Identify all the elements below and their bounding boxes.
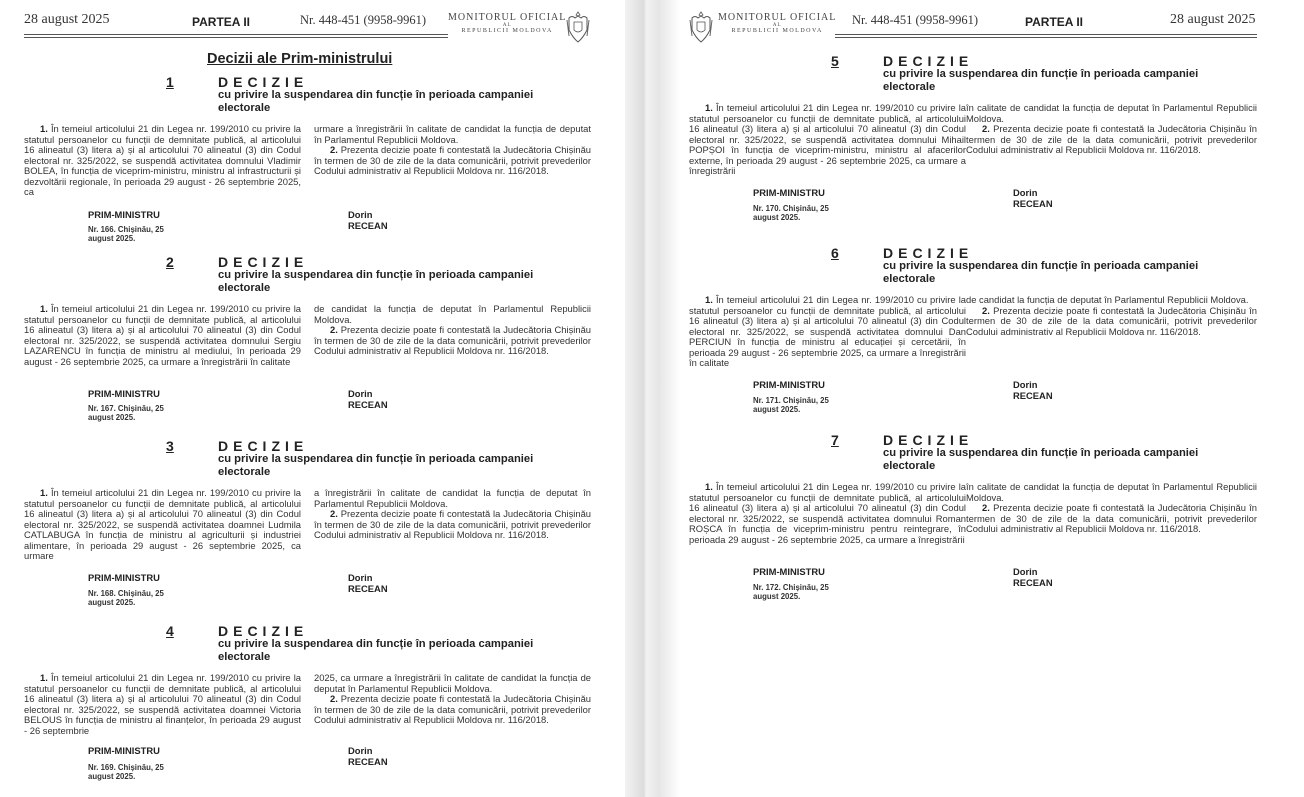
para-label: 1. [705, 481, 713, 492]
decision-col1 [689, 482, 966, 545]
decision-number: 1 [166, 74, 174, 90]
header-issue: Nr. 448-451 (9958-9961) [852, 13, 979, 27]
decision-keyword: DECIZIE [883, 53, 974, 69]
para1-cont: 2025, ca urmare a înregistrării în calitate de candidat la funcția de deputat în Parlamentul Republicii Moldova. [314, 672, 591, 694]
decision-number: 4 [166, 623, 174, 639]
para-label: 1. [40, 123, 48, 134]
para1-text: În temeiul articolului 21 din Legea nr. 199/2010 cu privire la statutul persoanelor cu funcții de demnitate publică, al articolului 16 alineatul (3) litera a) și al articolului 70 alineatul (3) din Codul electoral nr. 325/2022, se suspendă activitatea domnului Vladimir BOLEA, în funcția de viceprim-ministru, ministru al infrastructurii și dezvoltării regionale, în perioada 29 august - 26 septembrie 2025, ca [24, 123, 301, 197]
decision-ref: Nr. 168. Chișinău, 25 august 2025. [88, 589, 164, 607]
signer-title: PRIM-MINISTRU [753, 379, 825, 390]
signer-name: Dorin RECEAN [348, 388, 388, 410]
para-label: 2. [982, 502, 990, 513]
para2-text: Prezenta decizie poate fi contestată la Judecătoria Chișinău în termen de 30 de zile de la data comunicării, potrivit prevederilor Codului administrativ al Republicii Moldova nr. 116/2018. [314, 508, 591, 540]
decision-keyword: DECIZIE [218, 254, 309, 270]
publication-al: AL [772, 23, 782, 28]
para-label: 2. [982, 123, 990, 134]
signer-name: Dorin RECEAN [348, 572, 388, 594]
para-label: 1. [705, 294, 713, 305]
para1-text: În temeiul articolului 21 din Legea nr. 199/2010 cu privire la statutul persoanelor cu funcții de demnitate publică, al articolului 16 alineatul (3) litera a) și al articolului 70 alineatul (3) din Codul electoral nr. 325/2022, se suspendă activitatea domnului Sergiu LAZARENCU în funcția de ministru al mediului, în perioada 29 august - 26 septembrie 2025, ca urmare a înregistrării în calitate [24, 303, 301, 367]
para2-text: Prezenta decizie poate fi contestată la Judecătoria Chișinău în termen de 30 de zile de la data comunicării, potrivit prevederilor Codului administrativ al Republicii Moldova nr. 116/2018. [966, 123, 1258, 155]
decision-col2 [966, 482, 1257, 535]
para1-cont: de candidat la funcția de deputat în Parlamentul Republicii Moldova. [314, 303, 591, 325]
para-label: 2. [330, 508, 338, 519]
publication-line2: REPUBLICII MOLDOVA [461, 28, 553, 34]
decision-ref: Nr. 166. Chișinău, 25 august 2025. [88, 225, 164, 243]
publication-line1: MONITORUL OFICIAL [718, 12, 837, 23]
decision-number: 5 [831, 53, 839, 69]
left-header [0, 10, 610, 44]
para1-cont: urmare a înregistrării în calitate de candidat la funcția de deputat în Parlamentul Republicii Moldova. [314, 123, 591, 145]
para-label: 1. [705, 102, 713, 113]
para-label: 2. [982, 304, 990, 316]
decision-subtitle: cu privire la suspendarea din funcție în perioada campaniei electorale [883, 447, 1199, 472]
para1-text: În temeiul articolului 21 din Legea nr. 199/2010 cu privire la statutul persoanelor cu funcții de demnitate publică, al articolului 16 alineatul (3) litera a) și al articolului 70 alineatul (3) din Codul electoral nr. 325/2022, se suspendă activitatea doamnei Ludmila CATLABUGA în funcția de ministru al agriculturii și industriei alimentare, în perioada 29 august - 26 septembrie 2025, ca urmare [24, 487, 301, 561]
decision-col2 [314, 673, 591, 726]
para1-cont: de candidat la funcția de deputat în Parlamentul Republicii Moldova. [966, 294, 1249, 305]
decision-keyword: DECIZIE [883, 432, 974, 448]
para2-text: Prezenta decizie poate fi contestată la Judecătoria Chișinău în termen de 30 de zile de la data comunicării, potrivit prevederilor Codului administrativ al Republicii Moldova nr. 116/2018. [314, 693, 591, 725]
publication-line2: REPUBLICII MOLDOVA [731, 28, 823, 34]
decision-number: 3 [166, 438, 174, 454]
decision-col1 [24, 673, 301, 736]
coat-of-arms-icon [688, 10, 714, 44]
decision-subtitle: cu privire la suspendarea din funcție în perioada campaniei electorale [218, 89, 534, 114]
decision-ref: Nr. 170. Chișinău, 25 august 2025. [753, 204, 829, 222]
decision-keyword: DECIZIE [218, 74, 309, 90]
decision-subtitle: cu privire la suspendarea din funcție în perioada campaniei electorale [218, 638, 534, 663]
signer-title: PRIM-MINISTRU [753, 566, 825, 577]
publication-name [718, 12, 836, 34]
decision-number: 6 [831, 245, 839, 261]
header-issue: Nr. 448-451 (9958-9961) [300, 13, 427, 27]
para1-text: În temeiul articolului 21 din Legea nr. 199/2010 cu privire la statutul persoanelor cu funcții de demnitate publică, al articolului 16 alineatul (3) litera a) și al articolului 70 alineatul (3) din Codul electoral nr. 325/2022, se suspendă activitatea domnului Mihail POPȘOI în funcția de viceprim-ministru, ministru al afacerilor externe, în perioada 29 august - 26 septembrie 2025, ca urmare a înregistrării [689, 102, 966, 176]
right-header [665, 10, 1304, 44]
decision-ref: Nr. 171. Chișinău, 25 august 2025. [753, 396, 829, 414]
decision-ref: Nr. 169. Chișinău, 25 august 2025. [88, 763, 164, 781]
para-label: 1. [40, 303, 48, 314]
signer-title: PRIM-MINISTRU [88, 209, 160, 220]
decision-number: 7 [831, 432, 839, 448]
decision-col2 [966, 103, 1257, 156]
para2-text: Prezenta decizie poate fi contestată la Judecătoria Chișinău în termen de 30 de zile de la data comunicării, potrivit prevederilor Codului administrativ al Republicii Moldova nr. 116/2018. [966, 304, 1258, 337]
para-label: 1. [40, 672, 48, 683]
decision-col2 [314, 304, 591, 357]
para1-cont: în calitate de candidat la funcția de deputat în Parlamentul Republicii Moldova. [966, 102, 1257, 124]
decision-col2 [966, 295, 1257, 337]
para1-text: În temeiul articolului 21 din Legea nr. 199/2010 cu privire la statutul persoanelor cu funcții de demnitate publică, al articolului 16 alineatul (3) litera a) și al articolului 70 alineatul (3) din Codul electoral nr. 325/2022, se suspendă activitatea domnului Roman ROȘCA în funcția de viceprim-ministru pentru reintegrare, în perioada 29 august - 26 septembrie 2025, ca urmare a înregistrării [689, 481, 966, 545]
para-label: 2. [330, 144, 338, 155]
decision-subtitle: cu privire la suspendarea din funcție în perioada campaniei electorale [883, 260, 1199, 285]
signer-name: Dorin RECEAN [1013, 566, 1053, 588]
header-date: 28 august 2025 [1170, 12, 1256, 27]
coat-of-arms-icon [565, 10, 591, 44]
para-label: 2. [330, 324, 338, 335]
decision-ref: Nr. 167. Chișinău, 25 august 2025. [88, 404, 164, 422]
para1-cont: a înregistrării în calitate de candidat la funcția de deputat în Parlamentul Republicii Moldova. [314, 487, 591, 509]
decision-keyword: DECIZIE [883, 245, 974, 261]
decision-col1 [689, 295, 966, 369]
signer-name: Dorin RECEAN [1013, 379, 1053, 401]
decision-subtitle: cu privire la suspendarea din funcție în perioada campaniei electorale [218, 269, 534, 294]
header-part: PARTEA II [1025, 15, 1084, 29]
decision-ref: Nr. 172. Chișinău, 25 august 2025. [753, 583, 829, 601]
signer-title: PRIM-MINISTRU [88, 572, 160, 583]
signer-name: Dorin RECEAN [348, 209, 388, 231]
signer-title: PRIM-MINISTRU [88, 745, 160, 756]
publication-name [448, 12, 566, 34]
header-rule [835, 34, 1257, 38]
right-page [665, 0, 1304, 797]
para1-cont: în calitate de candidat la funcția de deputat în Parlamentul Republicii Moldova. [966, 481, 1257, 503]
signer-title: PRIM-MINISTRU [753, 187, 825, 198]
para2-text: Prezenta decizie poate fi contestată la Judecătoria Chișinău în termen de 30 de zile de la data comunicării, potrivit prevederilor Codului administrativ al Republicii Moldova nr. 116/2018. [314, 324, 591, 356]
signer-name: Dorin RECEAN [348, 745, 388, 767]
para2-text: Prezenta decizie poate fi contestată la Judecătoria Chișinău în termen de 30 de zile de la data comunicării, potrivit prevederilor Codului administrativ al Republicii Moldova nr. 116/2018. [966, 502, 1258, 534]
left-page [0, 0, 625, 797]
header-rule [24, 34, 448, 38]
signer-name: Dorin RECEAN [1013, 187, 1053, 209]
header-date: 28 august 2025 [24, 12, 110, 27]
para-label: 2. [330, 693, 338, 704]
decision-col1 [24, 124, 301, 198]
para-label: 1. [40, 487, 48, 498]
section-title: Decizii ale Prim-ministrului [207, 51, 393, 67]
decision-number: 2 [166, 254, 174, 270]
decision-col1 [24, 304, 301, 367]
decision-keyword: DECIZIE [218, 438, 309, 454]
para1-text: În temeiul articolului 21 din Legea nr. 199/2010 cu privire la statutul persoanelor cu funcții de demnitate publică, al articolului 16 alineatul (3) litera a) și al articolului 70 alineatul (3) din Codul electoral nr. 325/2022, se suspendă activitatea domnului Dan PERCIUN în funcția de ministru al educației și cercetării, în perioada 29 august - 26 septembrie 2025, ca urmare a înregistrării în calitate [689, 294, 966, 368]
signer-title: PRIM-MINISTRU [88, 388, 160, 399]
decision-col1 [24, 488, 301, 562]
decision-subtitle: cu privire la suspendarea din funcție în perioada campaniei electorale [883, 68, 1199, 93]
publication-al: AL [502, 23, 512, 28]
decision-col2 [314, 488, 591, 541]
decision-subtitle: cu privire la suspendarea din funcție în perioada campaniei electorale [218, 453, 534, 478]
header-part: PARTEA II [192, 15, 251, 29]
para1-text: În temeiul articolului 21 din Legea nr. 199/2010 cu privire la statutul persoanelor cu funcții de demnitate publică, al articolului 16 alineatul (3) litera a) și al articolului 70 alineatul (3) din Codul electoral nr. 325/2022, se suspendă activitatea doamnei Victoria BELOUS în funcția de ministru al finanțelor, în perioada 29 august - 26 septembrie [24, 672, 301, 736]
decision-col2 [314, 124, 591, 177]
publication-line1: MONITORUL OFICIAL [448, 12, 567, 23]
decision-col1 [689, 103, 966, 177]
decision-keyword: DECIZIE [218, 623, 309, 639]
para2-text: Prezenta decizie poate fi contestată la Judecătoria Chișinău în termen de 30 de zile de la data comunicării, potrivit prevederilor Codului administrativ al Republicii Moldova nr. 116/2018. [314, 144, 591, 176]
